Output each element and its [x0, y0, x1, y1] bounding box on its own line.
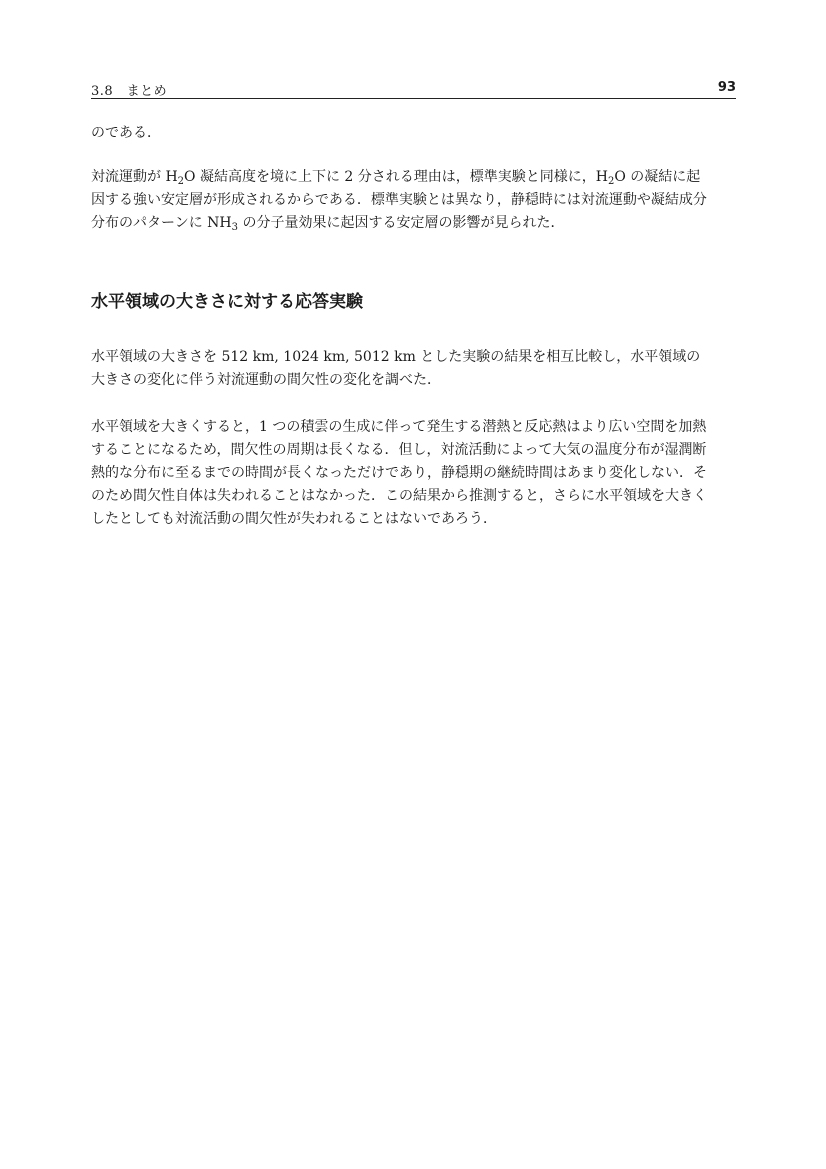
paragraph-convection-split — [91, 166, 711, 235]
paragraph-text: 水平領域を大きくすると，1 つの積雲の生成に伴って発生する潜熱と反応熱はより広い空間を加熱することになるため，間欠性の周期は長くなる．但し，対流活動によって大気の温度分布が湿潤断熱的な分布に至るまでの時間が長くなっただけであり，静穏期の継続時間はあまり変化しない．そのため間欠性自体は失われることはなかった．この結果から推測すると，さらに水平領域を大きくしたとしても対流活動の間欠性が失われることはないであろう． — [91, 419, 707, 527]
running-section-title: 3.8 まとめ — [91, 84, 168, 99]
subscript: 2 — [177, 176, 185, 187]
page-header — [91, 80, 736, 99]
text-segment: 対流運動が H — [91, 169, 178, 185]
paragraph-text: のである． — [91, 125, 161, 141]
text-segment: O の凝結に起因する強い安定層が形成されるからである．標準実験とは異なり，静穏時には対流運動や凝結成分分布のパターンに NH — [91, 169, 707, 231]
paragraph-experiment-setup — [91, 346, 711, 392]
subscript: 2 — [608, 176, 615, 187]
section-heading: 水平領域の大きさに対する応答実験 — [91, 292, 363, 312]
paragraph-results — [91, 416, 711, 531]
paragraph-continuation — [91, 122, 711, 145]
subscript: 3 — [231, 222, 239, 233]
text-segment: O 凝結高度を境に上下に 2 分される理由は，標準実験と同様に，H — [184, 169, 608, 185]
page-number: 93 — [717, 80, 736, 95]
paragraph-text: 水平領域の大きさを 512 km, 1024 km, 5012 km とした実験の結果を相互比較し，水平領域の大きさの変化に伴う対流運動の間欠性の変化を調べた． — [91, 349, 701, 388]
text-segment: の分子量効果に起因する安定層の影響が見られた． — [238, 215, 565, 231]
